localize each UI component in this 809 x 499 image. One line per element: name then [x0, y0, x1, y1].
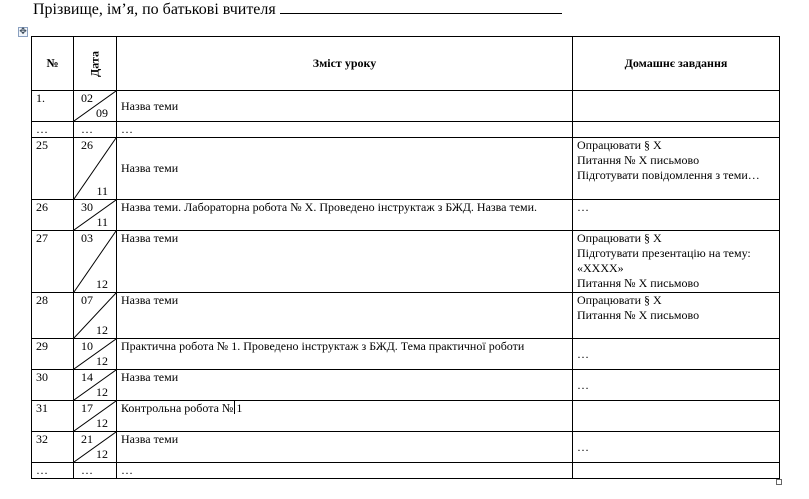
- date-month: 11: [96, 215, 108, 229]
- date-day: …: [81, 122, 93, 136]
- topic-cell[interactable]: …: [117, 122, 573, 138]
- table-row[interactable]: [32, 293, 780, 339]
- topic-cell[interactable]: Назва теми: [117, 370, 573, 401]
- row-num: 28: [32, 293, 74, 339]
- table-row[interactable]: [32, 138, 780, 200]
- homework-cell[interactable]: [573, 138, 780, 200]
- date-cell: [74, 200, 117, 231]
- topic-cell[interactable]: Назва теми: [117, 432, 573, 463]
- table-row[interactable]: [32, 339, 780, 370]
- date-cell: [74, 138, 117, 200]
- date-cell: [74, 122, 117, 138]
- row-num: 25: [32, 138, 74, 200]
- homework-cell[interactable]: [573, 122, 780, 138]
- homework-cell[interactable]: [573, 432, 780, 463]
- topic-text: Назва теми: [121, 160, 179, 175]
- homework-cell[interactable]: [573, 293, 780, 339]
- header-homework: Домашнє завдання: [573, 37, 780, 91]
- teacher-name-line: [33, 0, 562, 20]
- header-date: [74, 37, 117, 91]
- date-cell: [74, 370, 117, 401]
- date-month: 11: [96, 184, 108, 198]
- topic-cell[interactable]: [117, 91, 573, 122]
- date-month: 12: [96, 277, 108, 291]
- date-day: 02: [81, 91, 93, 105]
- header-date-label: Дата: [87, 50, 102, 77]
- topic-cell[interactable]: Практична робота № 1. Проведено інструктаж з БЖД. Тема практичної роботи: [117, 339, 573, 370]
- homework-text: Опрацювати § Х Підготувати презентацію на тему: «ХХХХ» Питання № Х письмово: [577, 231, 751, 290]
- date-cell: [74, 463, 117, 479]
- table-header-row: [32, 37, 780, 91]
- row-num: …: [32, 122, 74, 138]
- homework-text: …: [577, 346, 589, 361]
- table-row[interactable]: [32, 370, 780, 401]
- date-month: 12: [96, 385, 108, 399]
- homework-text: Опрацювати § Х Питання № Х письмово: [577, 293, 700, 322]
- date-day: 14: [81, 370, 93, 384]
- homework-cell[interactable]: [573, 463, 780, 479]
- table-row[interactable]: [32, 463, 780, 479]
- date-cell: [74, 91, 117, 122]
- date-day: 26: [81, 138, 93, 152]
- topic-cell[interactable]: …: [117, 463, 573, 479]
- row-num: …: [32, 463, 74, 479]
- table-resize-handle[interactable]: [776, 479, 782, 485]
- table-row[interactable]: [32, 122, 780, 138]
- homework-text: …: [577, 439, 589, 454]
- topic-text-after-cursor: 1: [236, 401, 243, 415]
- date-month: 12: [96, 416, 108, 430]
- table-row[interactable]: [32, 401, 780, 432]
- table-row[interactable]: [32, 432, 780, 463]
- teacher-name-label: Прізвище, ім’я, по батькові вчителя: [33, 1, 276, 18]
- date-day: 21: [81, 432, 93, 446]
- table-row[interactable]: [32, 200, 780, 231]
- date-day: 07: [81, 293, 93, 307]
- topic-text: Назва теми: [121, 98, 179, 113]
- date-month: 09: [96, 106, 108, 120]
- topic-text: Контрольна робота №: [121, 401, 234, 415]
- date-month: 12: [96, 354, 108, 368]
- topic-cell[interactable]: Назва теми. Лабораторна робота № Х. Проведено інструктаж з БЖД. Назва теми.: [117, 200, 573, 231]
- topic-cell[interactable]: [117, 401, 573, 432]
- date-cell: [74, 339, 117, 370]
- teacher-name-blank[interactable]: [280, 0, 562, 14]
- homework-cell[interactable]: …: [573, 200, 780, 231]
- date-day: 30: [81, 200, 93, 214]
- homework-cell[interactable]: [573, 370, 780, 401]
- topic-cell[interactable]: Назва теми: [117, 293, 573, 339]
- date-day: 10: [81, 339, 93, 353]
- date-month: 12: [96, 447, 108, 461]
- date-day: …: [81, 463, 93, 477]
- header-topic: Зміст уроку: [117, 37, 573, 91]
- row-num: 27: [32, 231, 74, 293]
- table-row[interactable]: [32, 91, 780, 122]
- homework-cell[interactable]: [573, 231, 780, 293]
- row-num: 30: [32, 370, 74, 401]
- lesson-journal-table: [31, 36, 780, 479]
- date-day: 17: [81, 401, 93, 415]
- row-num: 32: [32, 432, 74, 463]
- date-day: 03: [81, 231, 93, 245]
- date-month: 12: [96, 323, 108, 337]
- date-cell: [74, 231, 117, 293]
- homework-cell[interactable]: [573, 91, 780, 122]
- topic-cell[interactable]: [117, 138, 573, 200]
- table-row[interactable]: [32, 231, 780, 293]
- date-cell: [74, 432, 117, 463]
- date-cell: [74, 293, 117, 339]
- topic-cell[interactable]: Назва теми: [117, 231, 573, 293]
- homework-text: …: [577, 377, 589, 392]
- table-move-handle-icon[interactable]: ✥: [19, 27, 27, 37]
- homework-text: Опрацювати § Х Питання № Х письмово Підготувати повідомлення з теми…: [577, 138, 760, 182]
- header-num: №: [32, 37, 74, 91]
- row-num: 31: [32, 401, 74, 432]
- row-num: 29: [32, 339, 74, 370]
- date-cell: [74, 401, 117, 432]
- homework-cell[interactable]: [573, 339, 780, 370]
- homework-cell[interactable]: [573, 401, 780, 432]
- row-num: 1.: [32, 91, 74, 122]
- row-num: 26: [32, 200, 74, 231]
